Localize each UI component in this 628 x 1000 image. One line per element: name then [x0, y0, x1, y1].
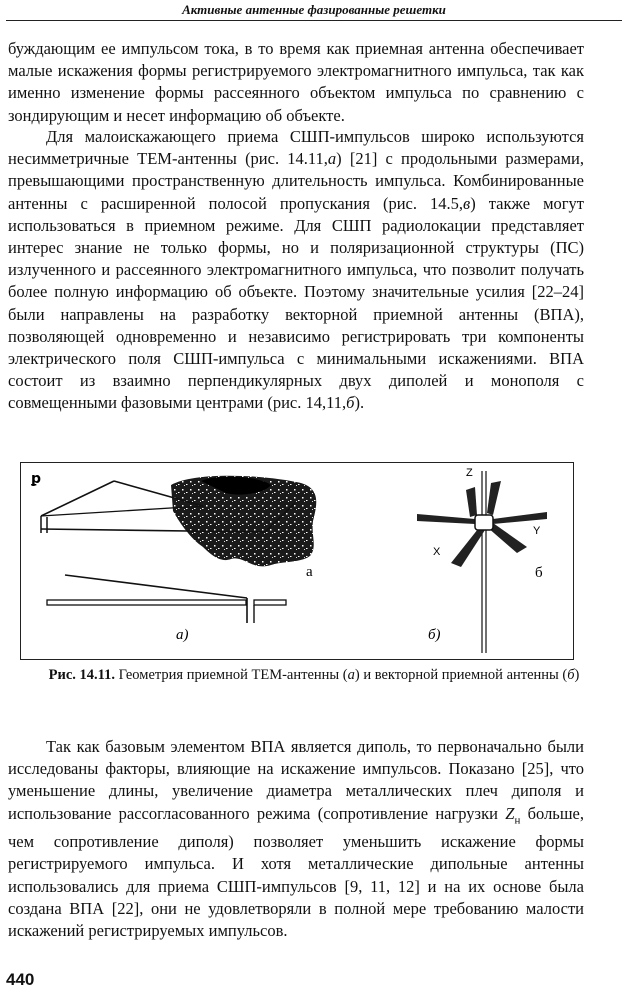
sketch-ground-plane-left — [47, 600, 246, 605]
p2-em-b: б — [346, 393, 355, 413]
phase-center-hub — [475, 515, 493, 530]
subfigure-caption-a: а) — [176, 627, 189, 643]
caption-em-a: а — [347, 667, 355, 683]
axis-label-z: Z — [466, 467, 473, 479]
paragraph-2-text — [8, 126, 584, 415]
paragraph-1-text: буждающим ее импульсом тока, в то время как приемная антенна обеспечивает малые искажения формы регистрируемого электромагнитного импульса, так как именно изменение формы рассеянного объектом импульса по сравнению с зондирующим и несет информацию об объекте. — [8, 39, 584, 125]
p2-em-v: в — [463, 193, 471, 213]
caption-text-3: ) — [574, 667, 580, 683]
caption-label: Рис. 14.11. — [48, 667, 115, 683]
sketch-ground-plane-right — [254, 600, 286, 605]
sketch-upper-conductor — [65, 575, 247, 598]
p2-seg-3: ) также могут использоваться в приемном режиме. Для СШП радиолокации представляет интерес знание не только формы, но и поляризационной структуры (ПС) излученного и рассеянного электромагнитного импульса, что позволит получать более полную информацию об объекте. Поэтому значительные усилия [22–24] были направлены на разработку векторной приемной антенны (ВПА), позволяющей одновременно и независимо регистрировать три компоненты электрического поля СШП-импульса с минимальными искажениями. ВПА состоит из взаимно перпендикулярных двух диполей и монополя с совмещенными фазовыми центрами (рис. 14,11, — [8, 193, 584, 413]
axis-label-x: X — [433, 546, 441, 558]
vector-antenna-diagram — [417, 467, 547, 653]
tem-antenna-photo — [31, 471, 316, 566]
p2-seg-2: ) [21] с продольными размерами, превышающими пространственную длительность импульса. Комбинированные антенны с расширенной полосой пропускания (рис. 14.5, — [8, 149, 584, 213]
dipole-arm-lower-left — [451, 529, 485, 567]
paragraph-3-text — [8, 736, 584, 942]
paragraph-1 — [8, 38, 584, 127]
p3-z-subscript: н — [514, 813, 521, 826]
figure-frame — [20, 462, 574, 660]
p2-em-a: а — [327, 149, 337, 169]
paragraph-2 — [8, 126, 584, 415]
tem-antenna-sketch — [47, 564, 313, 643]
running-title: Активные антенные фазированные решетки — [182, 2, 446, 17]
tem-upper-edge-left — [41, 481, 114, 516]
p3-z-symbol: Z — [505, 803, 515, 823]
p2-seg-4: ). — [354, 393, 365, 413]
figure-14-11 — [21, 463, 573, 659]
axis-label-y: Y — [533, 525, 541, 537]
running-header — [6, 0, 622, 21]
dipole-arm-upper-left — [466, 487, 477, 517]
caption-text-1: Геометрия приемной ТЕМ-антенны ( — [118, 667, 348, 683]
glyph-mark: ꝑ — [31, 471, 42, 487]
figure-caption — [0, 665, 628, 685]
paragraph-3 — [8, 736, 584, 942]
caption-em-b: б — [567, 667, 575, 683]
dipole-arm-left — [417, 514, 475, 524]
dipole-arm-upper-right — [487, 481, 501, 515]
page-number: 440 — [6, 970, 35, 989]
dipole-arm-right — [493, 512, 547, 524]
p3-seg-1: Так как базовым элементом ВПА является диполь, то первоначально были исследованы факторы, влияющие на искажение импульсов. Показано [25], что уменьшение длины, увеличение диаметра металлических плеч диполя и использование рассогласованного режима (сопротивление нагрузки — [8, 737, 584, 823]
subfigure-caption-b: б) — [428, 627, 441, 643]
figure-label-b: б — [535, 565, 543, 581]
p3-seg-2: больше, чем сопротивление диполя) позволяет уменьшить искажение формы регистрируемого импульса. И хотя металлические дипольные антенны использовались для приема СШП-импульсов [9, 11, 12] и на их основе была создана ВПА [22], они не удовлетворяли в полной мере требованию малости искажений регистрируемых импульсов. — [8, 803, 584, 940]
caption-text-2: ) и векторной приемной антенны ( — [354, 667, 568, 683]
figure-label-a: а — [306, 564, 313, 580]
p2-seg-1: Для малоискажающего приема СШП-импульсов широко используются несимметричные ТЕМ-антенны (рис. 14.11, — [8, 127, 584, 169]
